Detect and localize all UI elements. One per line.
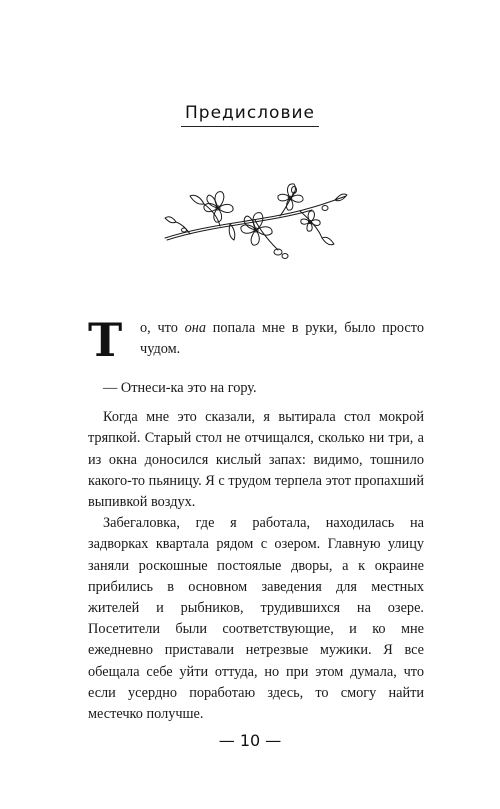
- chapter-heading: [0, 103, 500, 127]
- cherry-blossom-branch-icon: [160, 178, 350, 278]
- lead-text-end: попала мне в руки, было просто чудом.: [140, 320, 424, 358]
- lead-emphasis: она: [184, 320, 207, 336]
- paragraph: Когда мне это сказали, я вытирала стол мокрой тряпкой. Старый стол не отчищался, сколько ни три, а из окна доносился кислый запах: видимо, тошнило какого-то пьяницу. Я с трудом терпела этот пропахший выпивкой воздух.: [88, 409, 424, 511]
- body-text: [88, 378, 424, 725]
- dropcap-letter: [88, 320, 136, 360]
- paragraph: Забегаловка, где я работала, находилась на задворках квартала рядом с озером. Главную улицу заняли роскошные постоялые дворы, а к окраине прибились в основном заведения для местных жителей и рыбников, трудившихся на озере. Посетители были соответствующие, и ко мне ежедневно приставали нетрезвые мужики. Я все обещала себе уйти оттуда, но при этом думала, что если усердно поработаю здесь, то смогу найти местечко получше.: [88, 515, 424, 723]
- page-number: — 10 —: [218, 731, 282, 750]
- lead-text-start: о, что: [140, 320, 185, 336]
- chapter-title: Предисловие: [181, 103, 319, 127]
- lead-text: [88, 318, 424, 360]
- paragraph: — Отнеси-ка это на гору.: [103, 380, 257, 396]
- svg-text:Т: Т: [88, 320, 123, 360]
- lead-paragraph: [88, 318, 424, 360]
